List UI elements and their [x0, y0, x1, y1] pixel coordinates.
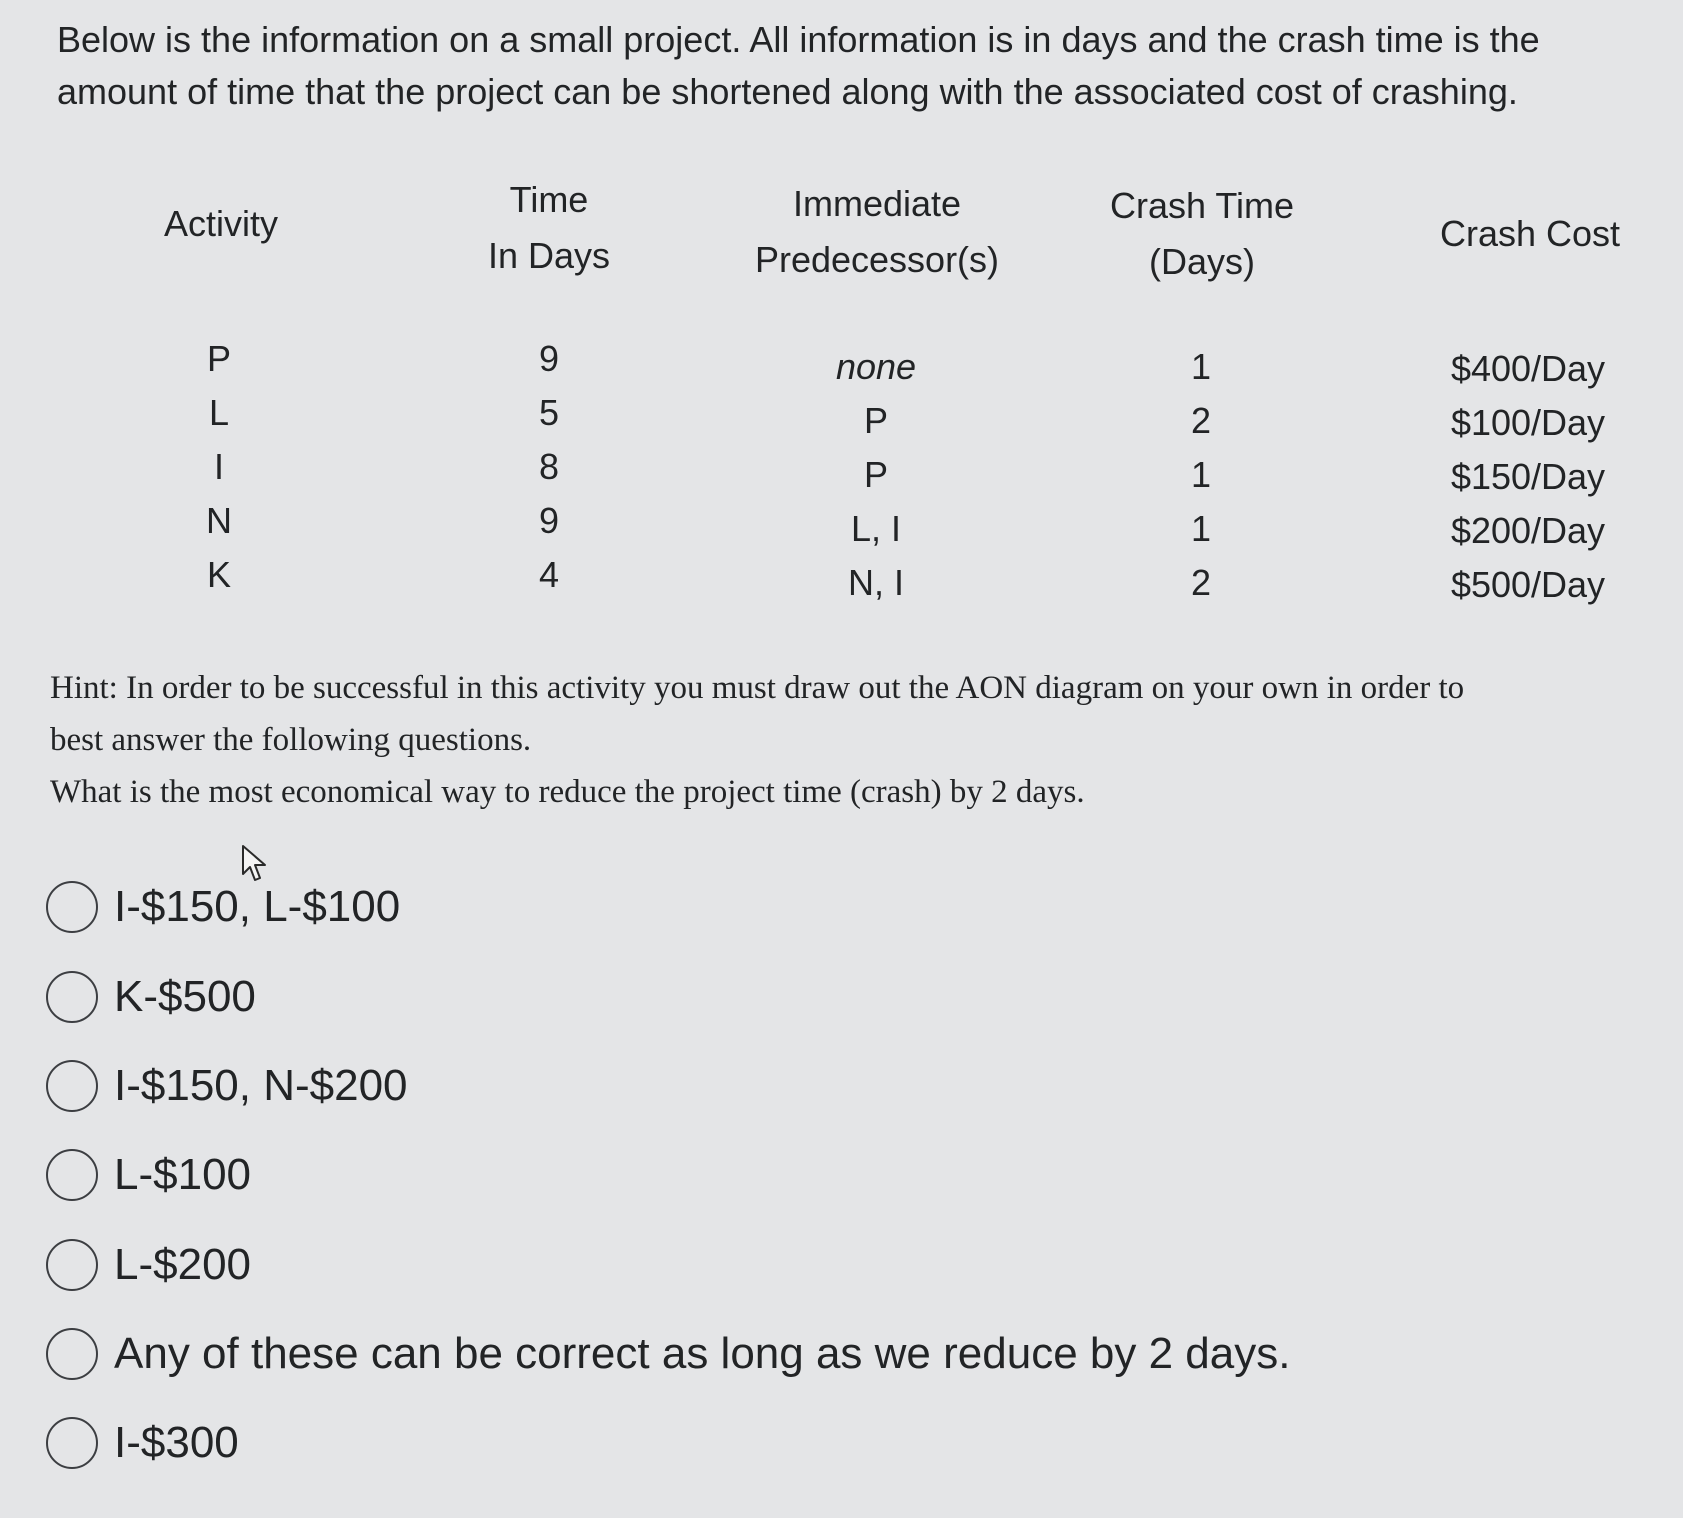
cell-predecessors: N, I: [847, 562, 904, 603]
radio-button[interactable]: [46, 1149, 98, 1201]
cell-crash-cost: $200/Day: [1450, 510, 1606, 551]
header-crash-time-line-1: Crash Time: [1109, 185, 1295, 226]
cell-crash-time: 1: [1190, 346, 1212, 387]
cell-activity: P: [206, 338, 231, 379]
hint-line-1: Hint: In order to be successful in this activity you must draw out the AON diagram on your own in order to: [50, 670, 1465, 706]
header-crash-time: [1110, 178, 1294, 290]
cell-predecessors: P: [863, 454, 888, 495]
header-time: [488, 172, 610, 284]
radio-button[interactable]: [46, 971, 98, 1023]
answer-option-label[interactable]: Any of these can be correct as long as we reduce by 2 days.: [114, 1329, 1291, 1378]
cell-crash-time: 2: [1190, 400, 1212, 441]
cell-activity: N: [206, 500, 232, 541]
answer-option[interactable]: [46, 1234, 251, 1296]
cell-predecessors: none: [835, 346, 917, 387]
hint-line-2: best answer the following questions.: [50, 722, 532, 758]
cell-crash-cost: $400/Day: [1450, 348, 1606, 389]
cell-activity: L: [208, 392, 230, 433]
radio-button[interactable]: [46, 1417, 98, 1469]
header-time-line-1: Time: [509, 179, 589, 220]
answer-option-label[interactable]: K-$500: [114, 972, 256, 1021]
cell-crash-cost: $100/Day: [1450, 402, 1606, 443]
answer-option[interactable]: [46, 1323, 1290, 1385]
cell-crash-time: 1: [1190, 508, 1212, 549]
answer-option-label[interactable]: L-$200: [114, 1240, 252, 1289]
hint-text: [50, 662, 1680, 818]
question-text: What is the most economical way to reduce the project time (crash) by 2 days.: [50, 774, 1085, 810]
answer-option-label[interactable]: I-$300: [114, 1418, 239, 1467]
cell-predecessors: L, I: [850, 508, 902, 549]
intro-line-2: amount of time that the project can be shortened along with the associated cost of crashing.: [57, 71, 1518, 112]
answer-option-label[interactable]: L-$100: [114, 1150, 252, 1199]
column-predecessors: [836, 340, 916, 610]
radio-button[interactable]: [46, 1060, 98, 1112]
header-time-line-2: In Days: [487, 235, 611, 276]
cell-predecessors: P: [863, 400, 888, 441]
cell-time: 8: [538, 446, 560, 487]
column-crash-time: [1191, 340, 1211, 610]
answer-option[interactable]: [46, 1055, 408, 1117]
answer-option[interactable]: [46, 966, 256, 1028]
header-pred-line-1: Immediate: [792, 183, 962, 224]
cell-time: 9: [538, 338, 560, 379]
header-activity: [164, 196, 278, 252]
answer-option-label[interactable]: I-$150, N-$200: [114, 1061, 408, 1110]
intro-text: [57, 14, 1657, 118]
header-crash-cost: [1440, 206, 1620, 262]
radio-button[interactable]: [46, 1328, 98, 1380]
header-crash-cost-label: Crash Cost: [1439, 213, 1621, 254]
cell-crash-time: 1: [1190, 454, 1212, 495]
cell-crash-cost: $150/Day: [1450, 456, 1606, 497]
answer-option[interactable]: [46, 876, 400, 938]
radio-button[interactable]: [46, 881, 98, 933]
answer-option[interactable]: [46, 1412, 239, 1474]
answer-option-label[interactable]: I-$150, L-$100: [114, 882, 401, 931]
column-activity: [206, 332, 232, 602]
cell-time: 9: [538, 500, 560, 541]
mouse-cursor-icon: [241, 844, 269, 884]
column-crash-cost: [1451, 342, 1605, 612]
cell-time: 5: [538, 392, 560, 433]
intro-line-1: Below is the information on a small project. All information is in days and the crash time is the: [57, 19, 1540, 60]
radio-button[interactable]: [46, 1239, 98, 1291]
cell-time: 4: [538, 554, 560, 595]
header-pred-line-2: Predecessor(s): [754, 239, 1000, 280]
cell-activity: K: [206, 554, 231, 595]
header-crash-time-line-2: (Days): [1148, 241, 1255, 282]
header-predecessors: [755, 176, 999, 288]
cell-crash-time: 2: [1190, 562, 1212, 603]
cell-activity: I: [213, 446, 224, 487]
column-time: [539, 332, 559, 602]
answer-option[interactable]: [46, 1144, 251, 1206]
header-activity-label: Activity: [163, 203, 279, 244]
cell-crash-cost: $500/Day: [1450, 564, 1606, 605]
